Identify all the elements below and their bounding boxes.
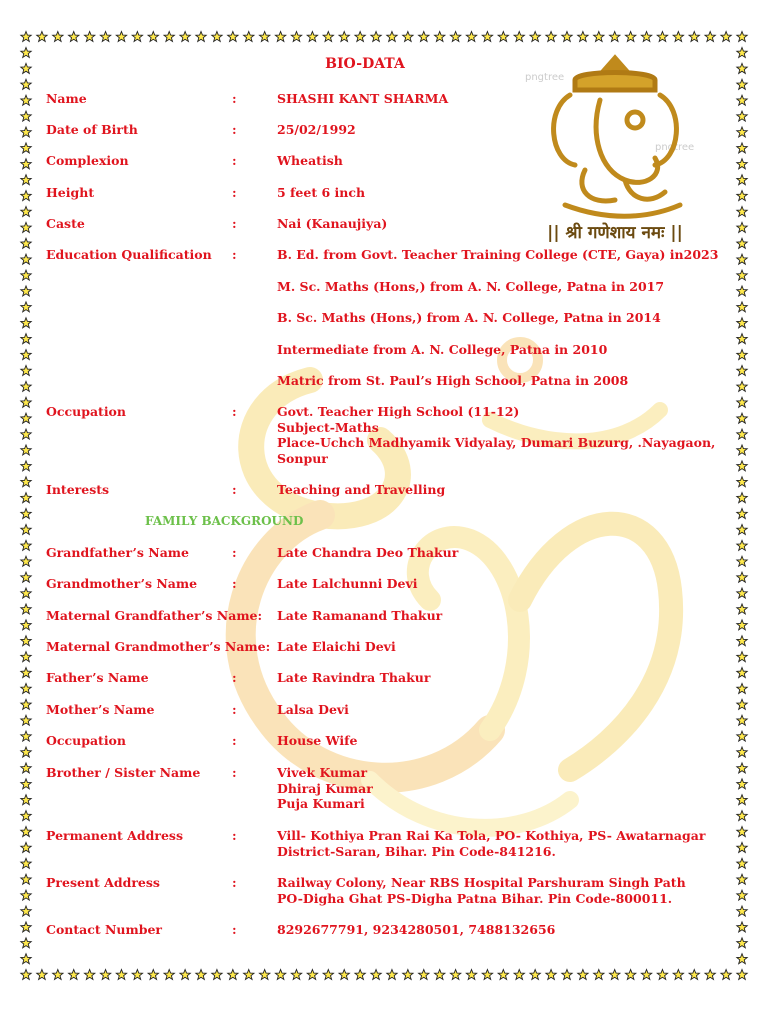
border-star-icon — [21, 111, 31, 121]
label-present-address: Present Address — [46, 875, 160, 890]
label-name: Name — [46, 91, 87, 106]
border-star-icon — [546, 970, 556, 980]
border-star-icon — [737, 731, 747, 741]
value-complexion: Wheatish — [277, 153, 343, 168]
border-star-icon — [148, 970, 158, 980]
border-star-icon — [21, 636, 31, 646]
border-star-icon — [498, 970, 508, 980]
border-star-icon — [21, 461, 31, 471]
border-star-icon — [244, 32, 254, 42]
border-star-icon — [21, 683, 31, 693]
border-star-icon — [100, 970, 110, 980]
value-maternal-grandfather: Late Ramanand Thakur — [277, 608, 443, 623]
border-star-icon — [419, 32, 429, 42]
border-star-icon — [307, 970, 317, 980]
border-star-icon — [737, 540, 747, 550]
border-star-icon — [21, 397, 31, 407]
border-star-icon — [737, 461, 747, 471]
separator: : — [232, 875, 237, 890]
value-grandfather: Late Chandra Deo Thakur — [277, 545, 459, 560]
separator: : — [232, 670, 237, 685]
value-father: Late Ravindra Thakur — [277, 670, 431, 685]
value-caste: Nai (Kanaujiya) — [277, 216, 388, 231]
separator: : — [232, 185, 237, 200]
border-star-icon — [228, 970, 238, 980]
value-mother: Lalsa Devi — [277, 702, 349, 717]
border-star-icon — [21, 779, 31, 789]
border-star-icon — [737, 381, 747, 391]
border-star-icon — [641, 970, 651, 980]
border-star-icon — [737, 175, 747, 185]
border-star-icon — [737, 48, 747, 58]
border-star-icon — [21, 572, 31, 582]
border-star-icon — [737, 286, 747, 296]
border-star-icon — [21, 604, 31, 614]
border-star-icon — [737, 668, 747, 678]
border-star-icon — [737, 556, 747, 566]
border-star-icon — [275, 970, 285, 980]
border-star-icon — [21, 413, 31, 423]
border-star-icon — [737, 827, 747, 837]
border-star-icon — [737, 604, 747, 614]
label-permanent-address: Permanent Address — [46, 828, 183, 843]
border-star-icon — [355, 32, 365, 42]
border-star-icon — [21, 842, 31, 852]
border-star-icon — [84, 32, 94, 42]
occupation-line: Govt. Teacher High School (11-12) — [277, 404, 520, 419]
separator: : — [232, 922, 237, 937]
border-star-icon — [403, 32, 413, 42]
border-star-icon — [371, 970, 381, 980]
border-star-icon — [164, 970, 174, 980]
border-star-icon — [737, 95, 747, 105]
border-star-icon — [37, 970, 47, 980]
border-star-icon — [737, 302, 747, 312]
border-star-icon — [21, 222, 31, 232]
border-star-icon — [466, 32, 476, 42]
sibling-name: Dhiraj Kumar — [277, 780, 373, 796]
border-star-icon — [196, 32, 206, 42]
label-height: Height — [46, 185, 95, 200]
border-star-icon — [737, 620, 747, 630]
border-star-icon — [116, 970, 126, 980]
border-star-icon — [21, 699, 31, 709]
border-star-icon — [259, 32, 269, 42]
border-star-icon — [737, 763, 747, 773]
border-star-icon — [21, 318, 31, 328]
border-star-icon — [434, 970, 444, 980]
border-star-icon — [21, 540, 31, 550]
border-star-icon — [53, 970, 63, 980]
border-star-icon — [259, 970, 269, 980]
occupation-line: Subject-Maths — [277, 419, 379, 435]
label-complexion: Complexion — [46, 153, 129, 168]
border-star-icon — [737, 715, 747, 725]
border-star-icon — [275, 32, 285, 42]
border-star-icon — [737, 445, 747, 455]
border-star-icon — [737, 954, 747, 964]
separator: : — [232, 765, 237, 780]
border-star-icon — [737, 588, 747, 598]
border-star-icon — [737, 811, 747, 821]
border-star-icon — [737, 779, 747, 789]
border-star-icon — [21, 509, 31, 519]
watermark-text: pngtree — [655, 142, 695, 153]
separator: : — [232, 404, 237, 419]
separator: : — [232, 122, 237, 137]
border-star-icon — [21, 715, 31, 725]
label-father: Father’s Name — [46, 670, 149, 685]
border-star-icon — [21, 334, 31, 344]
border-star-icon — [737, 874, 747, 884]
border-star-icon — [514, 970, 524, 980]
border-star-icon — [737, 747, 747, 757]
border-star-icon — [737, 652, 747, 662]
present-address-line: Railway Colony, Near RBS Hospital Parshuram Singh Path — [277, 875, 686, 890]
border-star-icon — [737, 524, 747, 534]
border-star-icon — [132, 970, 142, 980]
border-star-icon — [737, 79, 747, 89]
border-star-icon — [21, 556, 31, 566]
sibling-name: Vivek Kumar — [277, 765, 368, 780]
value-contact: 8292677791, 9234280501, 7488132656 — [277, 922, 556, 937]
value-height: 5 feet 6 inch — [277, 185, 366, 200]
border-star-icon — [387, 32, 397, 42]
border-star-icon — [737, 429, 747, 439]
border-star-icon — [180, 970, 190, 980]
label-maternal-grandfather: Maternal Grandfather’s Name: — [46, 608, 263, 623]
border-star-icon — [21, 493, 31, 503]
value-grandmother: Late Lalchunni Devi — [277, 576, 418, 591]
border-star-icon — [21, 763, 31, 773]
border-star-icon — [132, 32, 142, 42]
label-siblings: Brother / Sister Name — [46, 765, 201, 780]
border-star-icon — [737, 906, 747, 916]
border-star-icon — [21, 477, 31, 487]
border-star-icon — [21, 668, 31, 678]
border-star-icon — [53, 32, 63, 42]
border-star-icon — [21, 238, 31, 248]
border-star-icon — [244, 970, 254, 980]
border-star-icon — [737, 334, 747, 344]
border-star-icon — [180, 32, 190, 42]
border-star-icon — [21, 811, 31, 821]
border-star-icon — [212, 970, 222, 980]
border-star-icon — [530, 970, 540, 980]
border-star-icon — [164, 32, 174, 42]
border-star-icon — [562, 970, 572, 980]
border-star-icon — [737, 509, 747, 519]
border-star-icon — [737, 683, 747, 693]
border-star-icon — [737, 842, 747, 852]
education-item: B. Ed. from Govt. Teacher Training College (CTE, Gaya) in2023 — [277, 247, 719, 262]
occupation-line: Place-Uchch Madhyamik Vidyalay, Dumari Buzurg, .Nayagaon, — [277, 435, 716, 450]
watermark-text: pngtree — [525, 72, 565, 83]
border-star-icon — [737, 970, 747, 980]
border-star-icon — [482, 32, 492, 42]
value-interests: Teaching and Travelling — [277, 482, 446, 497]
border-star-icon — [737, 350, 747, 360]
border-star-icon — [116, 32, 126, 42]
border-star-icon — [466, 970, 476, 980]
border-star-icon — [737, 32, 747, 42]
border-star-icon — [737, 222, 747, 232]
border-star-icon — [450, 32, 460, 42]
border-star-icon — [21, 143, 31, 153]
label-mother: Mother’s Name — [46, 702, 155, 717]
border-star-icon — [21, 938, 31, 948]
border-star-icon — [673, 970, 683, 980]
separator: : — [232, 702, 237, 717]
border-star-icon — [689, 970, 699, 980]
border-star-icon — [737, 922, 747, 932]
label-grandfather: Grandfather’s Name — [46, 545, 189, 560]
education-item: Matric from St. Paul’s High School, Patna in 2008 — [277, 373, 629, 388]
label-interests: Interests — [46, 482, 110, 497]
border-star-icon — [737, 938, 747, 948]
border-star-icon — [657, 970, 667, 980]
border-star-icon — [737, 159, 747, 169]
occupation-line: Sonpur — [277, 450, 328, 466]
border-star-icon — [737, 238, 747, 248]
border-star-icon — [705, 970, 715, 980]
border-star-icon — [419, 970, 429, 980]
value-dob: 25/02/1992 — [277, 122, 356, 137]
border-star-icon — [21, 429, 31, 439]
border-star-icon — [21, 159, 31, 169]
border-star-icon — [21, 858, 31, 868]
label-dob: Date of Birth — [46, 122, 138, 137]
border-star-icon — [737, 572, 747, 582]
label-occupation: Occupation — [46, 404, 126, 419]
border-star-icon — [21, 922, 31, 932]
separator: : — [232, 545, 237, 560]
border-star-icon — [737, 795, 747, 805]
border-star-icon — [21, 874, 31, 884]
separator: : — [232, 91, 237, 106]
sibling-name: Puja Kumari — [277, 796, 365, 811]
label-contact: Contact Number — [46, 922, 163, 937]
border-star-icon — [21, 127, 31, 137]
border-star-icon — [737, 699, 747, 709]
label-maternal-grandmother: Maternal Grandmother’s Name: — [46, 639, 271, 654]
border-star-icon — [21, 206, 31, 216]
education-item: Intermediate from A. N. College, Patna in 2010 — [277, 342, 608, 357]
border-star-icon — [403, 970, 413, 980]
border-star-icon — [21, 747, 31, 757]
label-education: Education Qualification — [46, 247, 212, 262]
label-family-occupation: Occupation — [46, 733, 126, 748]
label-caste: Caste — [46, 216, 85, 231]
border-star-icon — [737, 858, 747, 868]
separator: : — [232, 153, 237, 168]
border-star-icon — [610, 970, 620, 980]
ganesha-caption: || श्री गणेशाय नमः || — [547, 223, 683, 243]
border-star-icon — [434, 32, 444, 42]
border-star-icon — [594, 970, 604, 980]
border-star-icon — [21, 381, 31, 391]
separator: : — [232, 216, 237, 231]
section-heading-family: FAMILY BACKGROUND — [145, 514, 304, 528]
border-star-icon — [21, 79, 31, 89]
border-star-icon — [737, 270, 747, 280]
border-star-icon — [737, 127, 747, 137]
border-star-icon — [737, 413, 747, 423]
border-star-icon — [196, 970, 206, 980]
border-star-icon — [625, 970, 635, 980]
border-star-icon — [737, 63, 747, 73]
border-star-icon — [84, 970, 94, 980]
border-star-icon — [291, 970, 301, 980]
border-star-icon — [450, 970, 460, 980]
border-star-icon — [21, 302, 31, 312]
border-star-icon — [737, 365, 747, 375]
border-star-icon — [21, 365, 31, 375]
border-star-icon — [69, 970, 79, 980]
border-star-icon — [21, 191, 31, 201]
border-star-icon — [69, 32, 79, 42]
present-address-line: PO-Digha Ghat PS-Digha Patna Bihar. Pin Code-800011. — [277, 890, 673, 906]
border-star-icon — [21, 175, 31, 185]
border-star-icon — [737, 397, 747, 407]
border-star-icon — [21, 270, 31, 280]
separator: : — [232, 576, 237, 591]
border-star-icon — [148, 32, 158, 42]
border-star-icon — [37, 32, 47, 42]
separator: : — [232, 828, 237, 843]
education-item: M. Sc. Maths (Hons,) from A. N. College, Patna in 2017 — [277, 279, 665, 294]
border-star-icon — [323, 32, 333, 42]
border-star-icon — [737, 890, 747, 900]
border-star-icon — [21, 795, 31, 805]
border-star-icon — [387, 970, 397, 980]
border-star-icon — [21, 524, 31, 534]
border-star-icon — [482, 970, 492, 980]
border-star-icon — [21, 827, 31, 837]
border-star-icon — [307, 32, 317, 42]
page-title: BIO-DATA — [325, 56, 405, 72]
border-star-icon — [21, 350, 31, 360]
label-grandmother: Grandmother’s Name — [46, 576, 198, 591]
permanent-address-line: Vill- Kothiya Pran Rai Ka Tola, PO- Kothiya, PS- Awatarnagar — [277, 828, 706, 843]
border-star-icon — [737, 254, 747, 264]
value-name: SHASHI KANT SHARMA — [277, 91, 449, 106]
border-star-icon — [21, 588, 31, 598]
border-star-icon — [212, 32, 222, 42]
border-star-icon — [21, 286, 31, 296]
border-star-icon — [21, 731, 31, 741]
border-star-icon — [21, 890, 31, 900]
education-item: B. Sc. Maths (Hons,) from A. N. College, Patna in 2014 — [277, 310, 661, 325]
border-star-icon — [737, 318, 747, 328]
value-family-occupation: House Wife — [277, 733, 358, 748]
border-star-icon — [21, 32, 31, 42]
border-star-icon — [355, 970, 365, 980]
border-star-icon — [578, 970, 588, 980]
border-star-icon — [323, 970, 333, 980]
border-star-icon — [100, 32, 110, 42]
border-star-icon — [737, 191, 747, 201]
border-star-icon — [21, 970, 31, 980]
border-star-icon — [228, 32, 238, 42]
border-star-icon — [737, 477, 747, 487]
border-star-icon — [21, 254, 31, 264]
border-star-icon — [291, 32, 301, 42]
border-star-icon — [21, 954, 31, 964]
border-star-icon — [339, 32, 349, 42]
separator: : — [232, 247, 237, 262]
border-star-icon — [339, 970, 349, 980]
border-star-icon — [371, 32, 381, 42]
border-star-icon — [21, 906, 31, 916]
border-star-icon — [737, 636, 747, 646]
border-star-icon — [737, 143, 747, 153]
border-star-icon — [737, 493, 747, 503]
permanent-address-line: District-Saran, Bihar. Pin Code-841216. — [277, 843, 556, 859]
border-star-icon — [721, 970, 731, 980]
border-star-icon — [21, 652, 31, 662]
separator: : — [232, 733, 237, 748]
border-star-icon — [21, 620, 31, 630]
border-star-icon — [737, 206, 747, 216]
value-maternal-grandmother: Late Elaichi Devi — [277, 639, 396, 654]
separator: : — [232, 482, 237, 497]
border-star-icon — [21, 95, 31, 105]
border-star-icon — [737, 111, 747, 121]
border-star-icon — [21, 445, 31, 455]
